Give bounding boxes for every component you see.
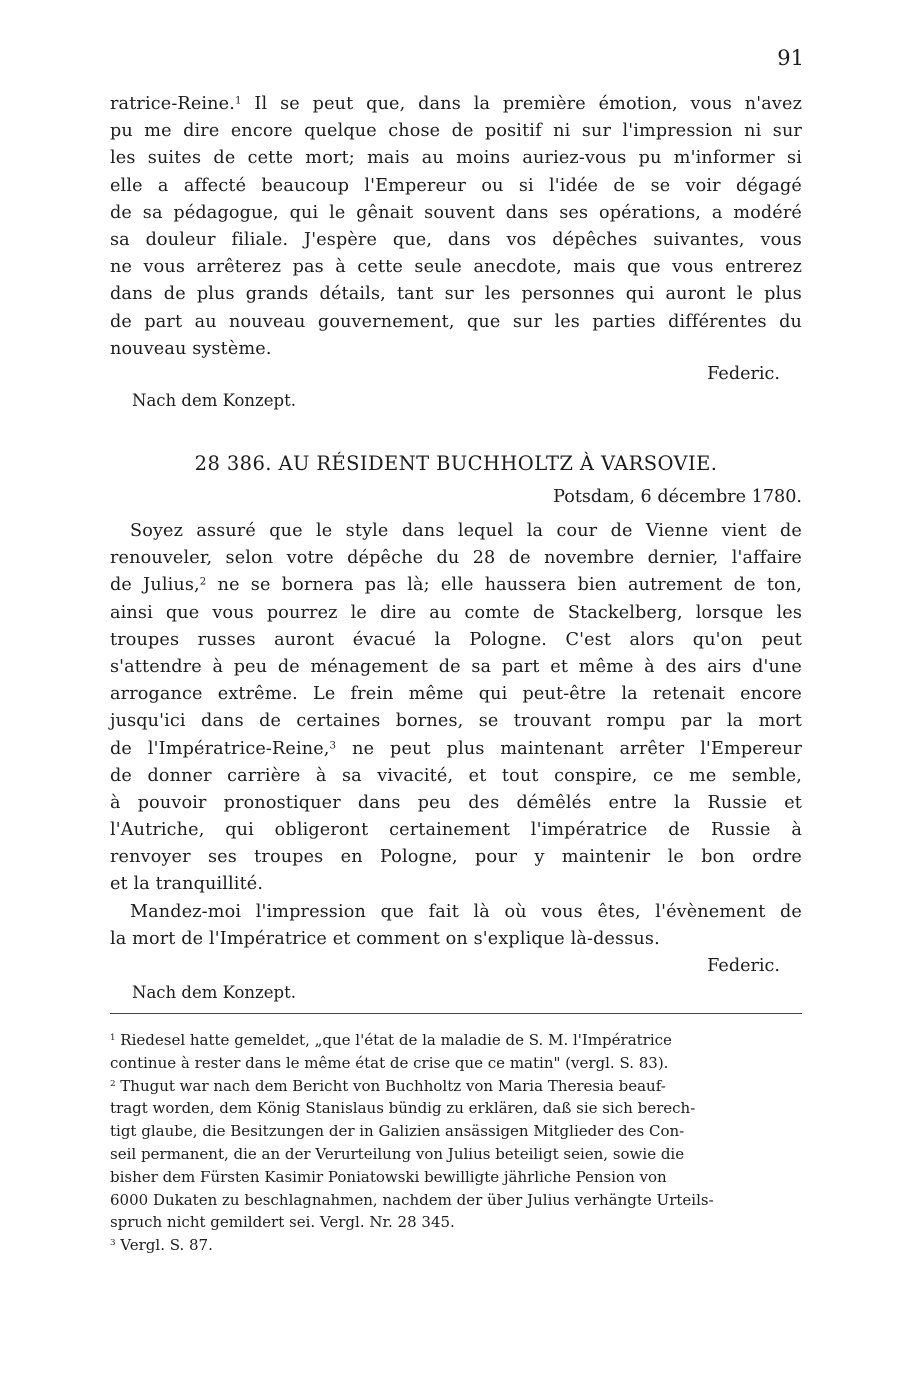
footnote-line: tigt glaube, die Besitzungen der in Galizien ansässigen Mitglieder des Con- (110, 1122, 685, 1141)
page-number: 91 (777, 46, 804, 70)
text-line: et la tranquillité. (110, 874, 264, 895)
text-line: renouveler, selon votre dépêche du 28 de novembre dernier, l'affaire (110, 548, 802, 569)
footnote-line: continue à rester dans le même état de crise que ce matin" (vergl. S. 83). (110, 1053, 669, 1072)
text-line: de sa pédagogue, qui le gênait souvent dans ses opérations, a modéré (110, 202, 802, 223)
footnote-line: spruch nicht gemildert sei. Vergl. Nr. 28 345. (110, 1213, 455, 1232)
footnote-line: $^1$ Riedesel hatte gemeldet, „que l'état de la maladie de S. M. l'Impératrice (110, 1031, 672, 1049)
text-line: elle a affecté beaucoup l'Empereur ou si l'idée de se voir dégagé (110, 175, 802, 196)
text-line: s'attendre à peu de ménagement de sa part et même à des airs d'une (110, 656, 802, 677)
footnote-line: seil permanent, die an der Verurteilung von Julius beteiligt seien, sowie die (110, 1144, 685, 1163)
text-line: troupes russes auront évacué la Pologne. C'est alors qu'on peut (110, 629, 802, 650)
text-line: de l'Impératrice-Reine,$^3$ ne peut plus maintenant arrêter l'Empereur (110, 738, 803, 759)
signature: Federic. (707, 956, 780, 976)
footnote-line: bisher dem Fürsten Kasimir Poniatowski bewilligte jährliche Pension von (110, 1167, 667, 1186)
text-line: de donner carrière à sa vivacité, et tout conspire, ce me semble, (110, 765, 802, 786)
text-line: arrogance extrême. Le frein même qui peut-être la retenait encore (110, 684, 802, 705)
text-line: pu me dire encore quelque chose de positif ni sur l'impression ni sur (110, 121, 802, 142)
text-line: les suites de cette mort; mais au moins auriez-vous pu m'informer si (110, 148, 802, 169)
text-line: renvoyer ses troupes en Pologne, pour y maintenir le bon ordre (110, 847, 802, 868)
footnote-divider (110, 1013, 802, 1014)
footnote-line: 6000 Dukaten zu beschlagnahmen, nachdem der über Julius verhängte Urteils- (110, 1190, 714, 1209)
text-line: la mort de l'Impératrice et comment on s'explique là-dessus. (110, 928, 660, 949)
text-line: de Julius,$^2$ ne se bornera pas là; elle haussera bien autrement de ton, (110, 575, 803, 596)
dateline: Potsdam, 6 décembre 1780. (553, 487, 802, 507)
text-line: l'Autriche, qui obligeront certainement l'impératrice de Russie à (110, 820, 802, 841)
text-line: Soyez assuré que le style dans lequel la cour de Vienne vient de (130, 521, 802, 541)
letter-heading: 28 386. AU RÉSIDENT BUCHHOLTZ À VARSOVIE. (194, 452, 718, 475)
footnote-line: $^3$ Vergl. S. 87. (110, 1236, 213, 1255)
footnotes (110, 1029, 802, 1257)
text-line: sa douleur filiale. J'espère que, dans vos dépêches suivantes, vous (110, 229, 802, 250)
letter-continuation-text (110, 91, 802, 363)
text-line: ne vous arrêterez pas à cette seule anecdote, mais que vous entrerez (110, 257, 802, 278)
letter-text (110, 518, 802, 953)
text-line: ainsi que vous pourrez le dire au comte de Stackelberg, lorsque les (110, 602, 802, 623)
footnote-line: tragt worden, dem König Stanislaus bündig zu erklären, daß sie sich berech- (110, 1099, 696, 1118)
text-line: dans de plus grands détails, tant sur les personnes qui auront le plus (110, 284, 802, 305)
source-note: Nach dem Konzept. (132, 391, 296, 410)
source-note: Nach dem Konzept. (132, 983, 296, 1002)
footnote-line: $^2$ Thugut war nach dem Bericht von Buchholtz von Maria Theresia beauf- (110, 1076, 666, 1095)
text-line: nouveau système. (110, 338, 272, 359)
text-line: de part au nouveau gouvernement, que sur les parties différentes du (110, 311, 802, 332)
text-line: jusqu'ici dans de certaines bornes, se trouvant rompu par la mort (110, 711, 802, 732)
text-line: à pouvoir pronostiquer dans peu des démêlés entre la Russie et (110, 792, 802, 813)
text-line: Mandez-moi l'impression que fait là où vous êtes, l'évènement de (130, 901, 802, 922)
text-line: ratrice-Reine.$^1$ Il se peut que, dans la première émotion, vous n'avez (110, 94, 802, 114)
signature: Federic. (707, 364, 780, 384)
